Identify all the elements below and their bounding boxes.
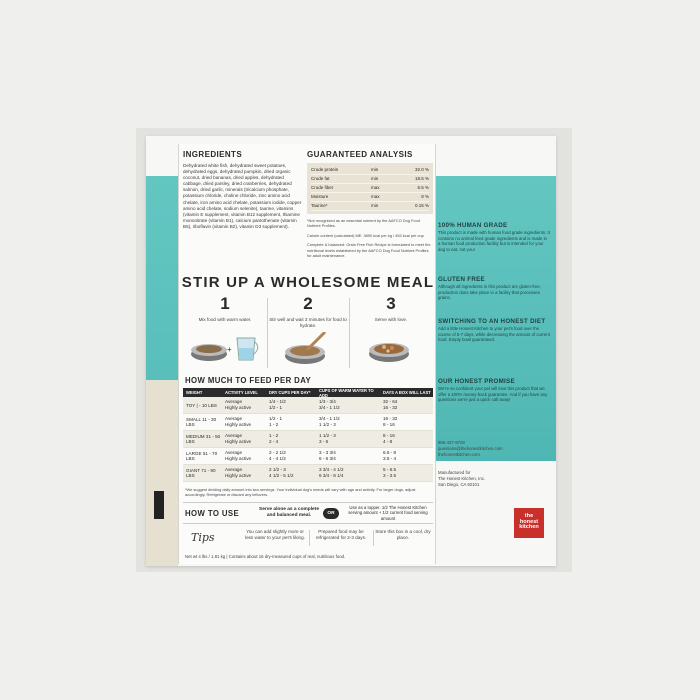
- howto-topper: Use as a topper. 1/2 The Honest Kitchen serving amount + 1/2 current food serving amount: [348, 505, 428, 521]
- tips-block: [183, 527, 433, 549]
- analysis-row: Taurine* min 0.15 %: [311, 202, 429, 211]
- step-1: [185, 294, 265, 323]
- stir-heading: STIR UP A WHOLESOME MEAL: [181, 274, 435, 291]
- human-grade-section: [438, 222, 550, 252]
- beige-band-left: [146, 380, 178, 566]
- step-number: 1: [220, 294, 230, 313]
- dark-stripe: [154, 491, 164, 519]
- step-2: [268, 294, 348, 329]
- gluten-free-title: GLUTEN FREE: [438, 276, 485, 283]
- step-3: [351, 294, 431, 323]
- analysis-row: Crude fiber max 6.5 %: [311, 184, 429, 193]
- promise-section: [438, 378, 550, 403]
- analysis-title: GUARANTEED ANALYSIS: [307, 150, 413, 159]
- step-text: Mix food with warm water.: [198, 317, 252, 322]
- analysis-table: [307, 163, 433, 214]
- website-link[interactable]: thehonestkitchen.com: [438, 452, 480, 457]
- table-row: SMALL 11 - 30 LBS Average Highly active 1/2 - 1 1 - 2 3/4 - 1 1/2 1 1/2 - 3 16 - 32 8 - 16: [183, 414, 433, 431]
- feeding-table: [183, 388, 433, 482]
- step-text: Serve with love.: [374, 317, 408, 322]
- step-number: 2: [303, 294, 313, 313]
- tip-divider: [309, 530, 310, 546]
- or-badge: OR: [323, 508, 339, 519]
- manufacturer-line: Manufactured for: [438, 470, 471, 475]
- step-text: Stir well and wait 3 minutes for food to hydrate.: [269, 317, 347, 328]
- calorie-note: Calorie content (calculated) ME: 3890 kcal per kg / 453 kcal per cup: [307, 232, 424, 238]
- analysis-row: Crude protein min 32.0 %: [311, 166, 429, 175]
- col-header: ACTIVITY LEVEL: [225, 390, 258, 395]
- col-header: DRY CUPS PER DAY*: [269, 390, 311, 395]
- bowl-and-pitcher-icon: [189, 332, 261, 364]
- ingredients-text: Dehydrated white fish, dehydrated sweet potatoes, dehydrated eggs, dehydrated pumpkin, dried organic coconut, dried bananas, dried apples, dehydrated cabbage, dried parsley, dried cranberries, dehydrated salmon, dried garlic, minerals (tricalcium phosphate, potassium chloride, choline chloride, zinc amino acid chelate, iron amino acid chelate, potassium iodide, copper amino acid chelate, sodium selenite), taurine, vitamins (vitamin E supplement, vitamin B12 supplement, thiamine mononitrate (vitamin B1), calcium pantothenate (vitamin B5), riboflavin (vitamin B2), vitamin D3 supplement).: [183, 163, 302, 229]
- step-number: 3: [386, 294, 396, 313]
- howto-title: HOW TO USE: [185, 509, 240, 518]
- table-row: MEDIUM 31 - 50 LBS Average Highly active 1 - 2 2 - 4 1 1/2 - 3 3 - 6 8 - 16 4 - 8: [183, 431, 433, 448]
- analysis-row: Crude fat min 18.5 %: [311, 175, 429, 184]
- feeding-header: [183, 388, 433, 397]
- served-bowl-icon: [359, 332, 425, 364]
- analysis-row: Moisture max 8 %: [311, 193, 429, 202]
- net-weight: Net wt 4 lbs / 1.81 kg | Contains about 16 dry-measured cups of real, nutritious food.: [185, 554, 346, 559]
- table-row: TOY | - 10 LBS Average Highly active 1/4 - 1/2 1/2 - 1 1/3 - 3/4 3/4 - 1 1/2 32 - 64 16 - 32: [183, 397, 433, 414]
- guaranteed-analysis: [307, 150, 433, 258]
- ingredients-block: [183, 150, 303, 230]
- ingredients-title: INGREDIENTS: [183, 150, 243, 159]
- feeding-note: *We suggest dividing daily amount into two servings. Your individual dog's needs will vary with age and activity. For larger dogs, adjust accordingly. Refrigerate or discard any leftovers.: [185, 487, 416, 498]
- tip-2: Prepared food may be refrigerated for 2-3 days.: [315, 529, 367, 540]
- gluten-free-text: Although all ingredients in this product are gluten-free, production does take place in a facility that processes grains.: [438, 284, 541, 301]
- phone-number: 866-437-9729: [438, 440, 465, 445]
- manufacturer-line: San Diego, CA 92101: [438, 481, 480, 487]
- switching-section: [438, 318, 550, 343]
- brand-logo: the honest kitchen: [514, 508, 544, 538]
- col-header: WEIGHT: [186, 390, 203, 395]
- tip-1: You can add slightly more or less water to your pet's liking.: [245, 529, 305, 540]
- contact-info: [438, 440, 550, 458]
- svg-text:+: +: [227, 345, 232, 354]
- bowl-with-spoon-icon: [275, 332, 341, 366]
- table-row: LARGE 51 - 70 LBS Average Highly active 2 - 2 1/2 4 - 4 1/2 3 - 3 3/4 6 - 6 3/4 6.5 - 8 3.5 - 4: [183, 448, 433, 465]
- human-grade-title: 100% HUMAN GRADE: [438, 222, 508, 229]
- tips-title: Tips: [191, 531, 215, 544]
- product-box: [146, 136, 556, 566]
- info-panel: [178, 144, 436, 564]
- human-grade-text: This product is made with human food grade ingredients. It contains no animal feed grade ingredients and is made in a human food production facility but is intended for your dog to eat, not you!: [438, 230, 550, 252]
- tip-3: Store this box in a cool, dry place.: [375, 529, 431, 540]
- feed-title: HOW MUCH TO FEED PER DAY: [185, 376, 312, 385]
- col-header: CUPS OF WARM WATER TO ADD: [319, 387, 374, 398]
- howto-alone: Serve alone as a complete and balanced meal.: [259, 507, 319, 518]
- manufacturer-info: [438, 470, 550, 487]
- switching-text: Add a little Honest Kitchen to your pet's food over the course of 5-7 days, while decreasing the amount of current food. Empty bowl guaranteed.: [438, 326, 550, 343]
- complete-note: Complete & balanced: Grain Free Fish Recipe is formulated to meet the nutritional levels established by the AAFCO Dog Food Nutrient Profiles for adult maintenance.: [307, 242, 431, 259]
- manufacturer-line: The Honest Kitchen, Inc.: [438, 475, 486, 481]
- email-link[interactable]: questions@thehonestkitchen.com: [438, 446, 503, 451]
- how-to-use: [183, 502, 433, 524]
- table-row: GIANT 71 - 90 LBS Average Highly active 2 1/2 - 3 4 1/2 - 5 1/2 3 3/4 - 4 1/2 6 3/4 - 8 1/4 5 - 6.5 3 - 3.5: [183, 465, 433, 482]
- gluten-free-section: [438, 276, 550, 301]
- col-header: DAYS A BOX WILL LAST: [383, 390, 431, 395]
- promise-text: We're so confident your pet will love this product that we offer a 100% money-back guarantee. And if you have any questions we're just a quick call away!: [438, 386, 548, 403]
- step-divider: [349, 298, 350, 368]
- analysis-note: *Not recognized as an essential nutrient by the AAFCO Dog Food Nutrient Profiles.: [307, 218, 420, 229]
- switching-title: SWITCHING TO AN HONEST DIET: [438, 318, 546, 325]
- promise-title: OUR HONEST PROMISE: [438, 378, 515, 385]
